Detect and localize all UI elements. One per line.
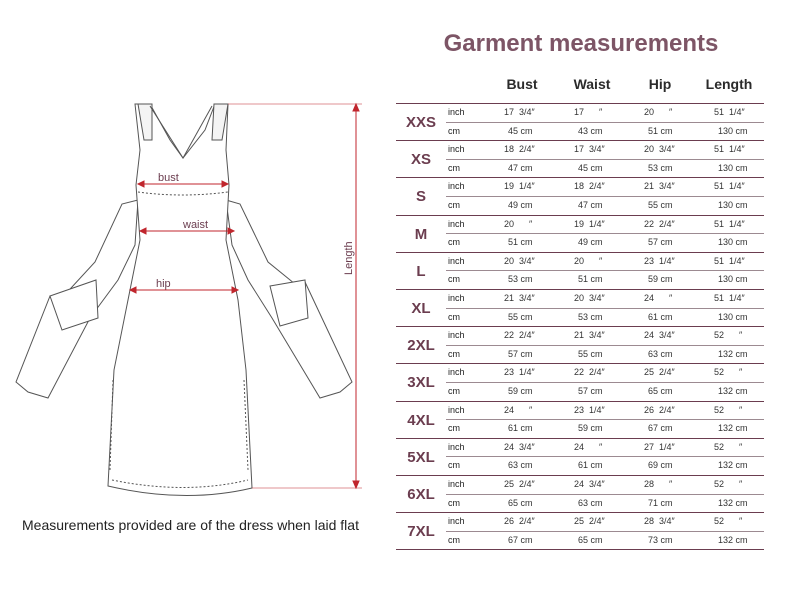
- size-label: 4XL: [407, 411, 435, 429]
- table-cell-cm: 69 cm: [648, 460, 673, 471]
- table-cell-cm: 55 cm: [578, 348, 603, 359]
- table-cell-inch: 51 1/4″: [714, 255, 745, 266]
- row-separator: [396, 252, 764, 253]
- table-cell-inch: 52 ″: [714, 479, 743, 489]
- table-cell-inch: 21 3/4″: [574, 330, 605, 341]
- row-divider: [446, 494, 764, 495]
- table-cell-inch: 24 3/4″: [574, 479, 605, 489]
- table-cell-cm: 132 cm: [718, 497, 748, 508]
- table-cell-cm: 132 cm: [718, 534, 748, 545]
- row-divider: [446, 419, 764, 420]
- table-cell-cm: 43 cm: [578, 125, 603, 136]
- table-cell-inch: 22 2/4″: [504, 330, 535, 341]
- unit-inch-label: inch: [448, 181, 465, 192]
- column-header-hip: Hip: [648, 76, 672, 92]
- table-cell-cm: 130 cm: [718, 200, 748, 210]
- unit-cm-label: cm: [448, 534, 460, 545]
- table-cell-inch: 28 3/4″: [644, 516, 675, 527]
- row-divider: [446, 122, 764, 123]
- table-cell-cm: 130 cm: [718, 125, 748, 136]
- table-bottom-border: [396, 549, 764, 550]
- table-cell-inch: 25 2/4″: [644, 367, 675, 378]
- table-cell-inch: 20 3/4″: [504, 255, 535, 266]
- size-label: 5XL: [407, 448, 435, 466]
- table-cell-cm: 59 cm: [578, 423, 603, 434]
- unit-cm-label: cm: [448, 274, 460, 285]
- table-cell-inch: 24 3/4″: [504, 441, 535, 452]
- measurement-note: Measurements provided are of the dress when laid flat: [22, 517, 359, 533]
- bust-label: bust: [158, 172, 179, 184]
- unit-cm-label: cm: [448, 311, 460, 322]
- table-cell-cm: 67 cm: [508, 534, 533, 545]
- unit-cm-label: cm: [448, 348, 460, 359]
- table-cell-inch: 21 3/4″: [644, 181, 675, 192]
- table-cell-cm: 47 cm: [578, 200, 603, 210]
- table-cell-cm: 57 cm: [648, 237, 673, 248]
- table-cell-cm: 53 cm: [508, 274, 533, 285]
- table-cell-inch: 51 1/4″: [714, 107, 745, 117]
- size-label: XS: [410, 151, 431, 169]
- row-separator: [396, 215, 764, 216]
- table-cell-inch: 23 1/4″: [504, 367, 535, 378]
- table-cell-inch: 25 2/4″: [574, 516, 605, 527]
- table-cell-cm: 65 cm: [578, 534, 603, 545]
- unit-cm-label: cm: [448, 237, 460, 248]
- unit-cm-label: cm: [448, 162, 460, 173]
- unit-inch-label: inch: [448, 293, 465, 303]
- table-cell-cm: 51 cm: [578, 274, 603, 285]
- table-cell-inch: 51 1/4″: [714, 293, 745, 303]
- table-cell-cm: 45 cm: [508, 125, 533, 136]
- unit-cm-label: cm: [448, 497, 460, 508]
- table-cell-cm: 55 cm: [508, 311, 533, 322]
- size-label: L: [416, 262, 426, 280]
- row-separator: [396, 103, 764, 104]
- table-cell-inch: 22 2/4″: [574, 367, 605, 378]
- unit-inch-label: inch: [448, 367, 465, 378]
- table-cell-cm: 61 cm: [508, 423, 533, 434]
- table-cell-cm: 45 cm: [578, 162, 603, 173]
- table-cell-cm: 49 cm: [578, 237, 603, 248]
- size-label: XL: [411, 300, 431, 317]
- table-cell-inch: 24 ″: [574, 441, 603, 452]
- table-cell-cm: 57 cm: [578, 386, 603, 396]
- table-cell-inch: 52 ″: [714, 367, 743, 378]
- table-cell-cm: 65 cm: [508, 497, 533, 508]
- table-cell-cm: 130 cm: [718, 237, 748, 248]
- table-cell-inch: 26 2/4″: [504, 516, 535, 527]
- table-cell-inch: 17 3/4″: [574, 144, 605, 155]
- table-cell-inch: 52 ″: [714, 441, 743, 452]
- table-cell-inch: 19 1/4″: [504, 181, 535, 192]
- table-cell-inch: 24 ″: [504, 404, 533, 415]
- table-cell-cm: 67 cm: [648, 423, 673, 434]
- table-cell-inch: 17 3/4″: [504, 107, 535, 117]
- unit-inch-label: inch: [448, 107, 465, 117]
- table-cell-cm: 132 cm: [718, 423, 748, 434]
- table-cell-cm: 130 cm: [718, 274, 748, 285]
- row-separator: [396, 438, 764, 439]
- length-label: Length: [343, 241, 355, 275]
- unit-inch-label: inch: [448, 479, 465, 489]
- column-header-length: Length: [705, 76, 753, 92]
- table-cell-inch: 52 ″: [714, 330, 743, 341]
- row-divider: [446, 308, 764, 309]
- unit-inch-label: inch: [448, 330, 465, 341]
- table-cell-cm: 132 cm: [718, 460, 748, 471]
- table-cell-inch: 20 ″: [644, 107, 673, 117]
- table-cell-inch: 17 ″: [574, 107, 603, 117]
- table-cell-cm: 51 cm: [648, 125, 673, 136]
- waist-label: waist: [183, 219, 209, 231]
- table-cell-cm: 132 cm: [718, 386, 748, 396]
- table-cell-inch: 28 ″: [644, 479, 673, 489]
- table-cell-cm: 49 cm: [508, 200, 533, 210]
- size-label: S: [415, 188, 426, 206]
- unit-cm-label: cm: [448, 125, 460, 136]
- unit-inch-label: inch: [448, 144, 465, 155]
- table-cell-cm: 130 cm: [718, 162, 748, 173]
- unit-cm-label: cm: [448, 200, 460, 210]
- table-cell-inch: 24 ″: [644, 293, 673, 303]
- row-separator: [396, 289, 764, 290]
- table-cell-cm: 132 cm: [718, 348, 748, 359]
- size-label: XXS: [405, 114, 436, 131]
- dress-body: [108, 104, 252, 496]
- table-cell-cm: 59 cm: [648, 274, 673, 285]
- size-label: 6XL: [407, 486, 435, 503]
- table-cell-inch: 19 1/4″: [574, 218, 605, 229]
- table-cell-inch: 20 ″: [504, 218, 533, 229]
- table-cell-cm: 61 cm: [578, 460, 603, 471]
- table-cell-inch: 26 2/4″: [644, 404, 675, 415]
- unit-cm-label: cm: [448, 460, 460, 471]
- table-cell-inch: 25 2/4″: [504, 479, 535, 489]
- row-separator: [396, 475, 764, 476]
- table-cell-inch: 18 2/4″: [504, 144, 535, 155]
- table-cell-inch: 20 ″: [574, 255, 603, 266]
- row-divider: [446, 382, 764, 383]
- size-label: 3XL: [407, 374, 435, 392]
- row-separator: [396, 140, 764, 141]
- unit-cm-label: cm: [448, 423, 460, 434]
- table-cell-inch: 21 3/4″: [504, 293, 535, 303]
- table-cell-cm: 71 cm: [648, 497, 673, 508]
- table-cell-cm: 65 cm: [648, 386, 673, 396]
- row-separator: [396, 177, 764, 178]
- table-cell-cm: 47 cm: [508, 162, 533, 173]
- size-label: 2XL: [407, 337, 435, 355]
- table-cell-inch: 23 1/4″: [644, 255, 675, 266]
- table-cell-inch: 18 2/4″: [574, 181, 605, 192]
- unit-inch-label: inch: [448, 404, 465, 415]
- row-divider: [446, 233, 764, 234]
- table-cell-cm: 63 cm: [508, 460, 533, 471]
- row-separator: [396, 326, 764, 327]
- table-cell-cm: 63 cm: [648, 348, 673, 359]
- row-separator: [396, 401, 764, 402]
- table-cell-cm: 55 cm: [648, 200, 673, 210]
- table-cell-cm: 130 cm: [718, 311, 748, 322]
- column-header-waist: Waist: [573, 76, 611, 92]
- table-cell-inch: 20 3/4″: [644, 144, 675, 155]
- page-title: Garment measurements: [443, 30, 719, 57]
- table-cell-cm: 53 cm: [578, 311, 603, 322]
- hip-label: hip: [156, 278, 171, 290]
- row-divider: [446, 456, 764, 457]
- unit-inch-label: inch: [448, 255, 465, 266]
- table-cell-inch: 23 1/4″: [574, 404, 605, 415]
- table-cell-cm: 73 cm: [648, 534, 673, 545]
- table-cell-inch: 51 1/4″: [714, 218, 745, 229]
- row-divider: [446, 531, 764, 532]
- table-cell-inch: 51 1/4″: [714, 144, 745, 155]
- row-divider: [446, 345, 764, 346]
- table-cell-cm: 59 cm: [508, 386, 533, 396]
- table-cell-cm: 51 cm: [508, 237, 533, 248]
- row-divider: [446, 159, 764, 160]
- unit-inch-label: inch: [448, 218, 465, 229]
- row-separator: [396, 512, 764, 513]
- table-cell-cm: 61 cm: [648, 311, 673, 322]
- table-cell-cm: 53 cm: [648, 162, 673, 173]
- size-label: 7XL: [407, 523, 435, 541]
- size-label: M: [414, 225, 428, 243]
- table-cell-inch: 20 3/4″: [574, 293, 605, 303]
- table-cell-inch: 51 1/4″: [714, 181, 745, 192]
- unit-inch-label: inch: [448, 441, 465, 452]
- row-divider: [446, 196, 764, 197]
- row-separator: [396, 363, 764, 364]
- row-divider: [446, 270, 764, 271]
- table-cell-inch: 27 1/4″: [644, 441, 675, 452]
- table-cell-inch: 24 3/4″: [644, 330, 675, 341]
- table-cell-inch: 52 ″: [714, 516, 743, 527]
- table-cell-cm: 57 cm: [508, 348, 533, 359]
- table-cell-inch: 52 ″: [714, 404, 743, 415]
- column-header-bust: Bust: [506, 76, 538, 92]
- unit-cm-label: cm: [448, 386, 460, 396]
- table-cell-inch: 22 2/4″: [644, 218, 675, 229]
- unit-inch-label: inch: [448, 516, 465, 527]
- table-cell-cm: 63 cm: [578, 497, 603, 508]
